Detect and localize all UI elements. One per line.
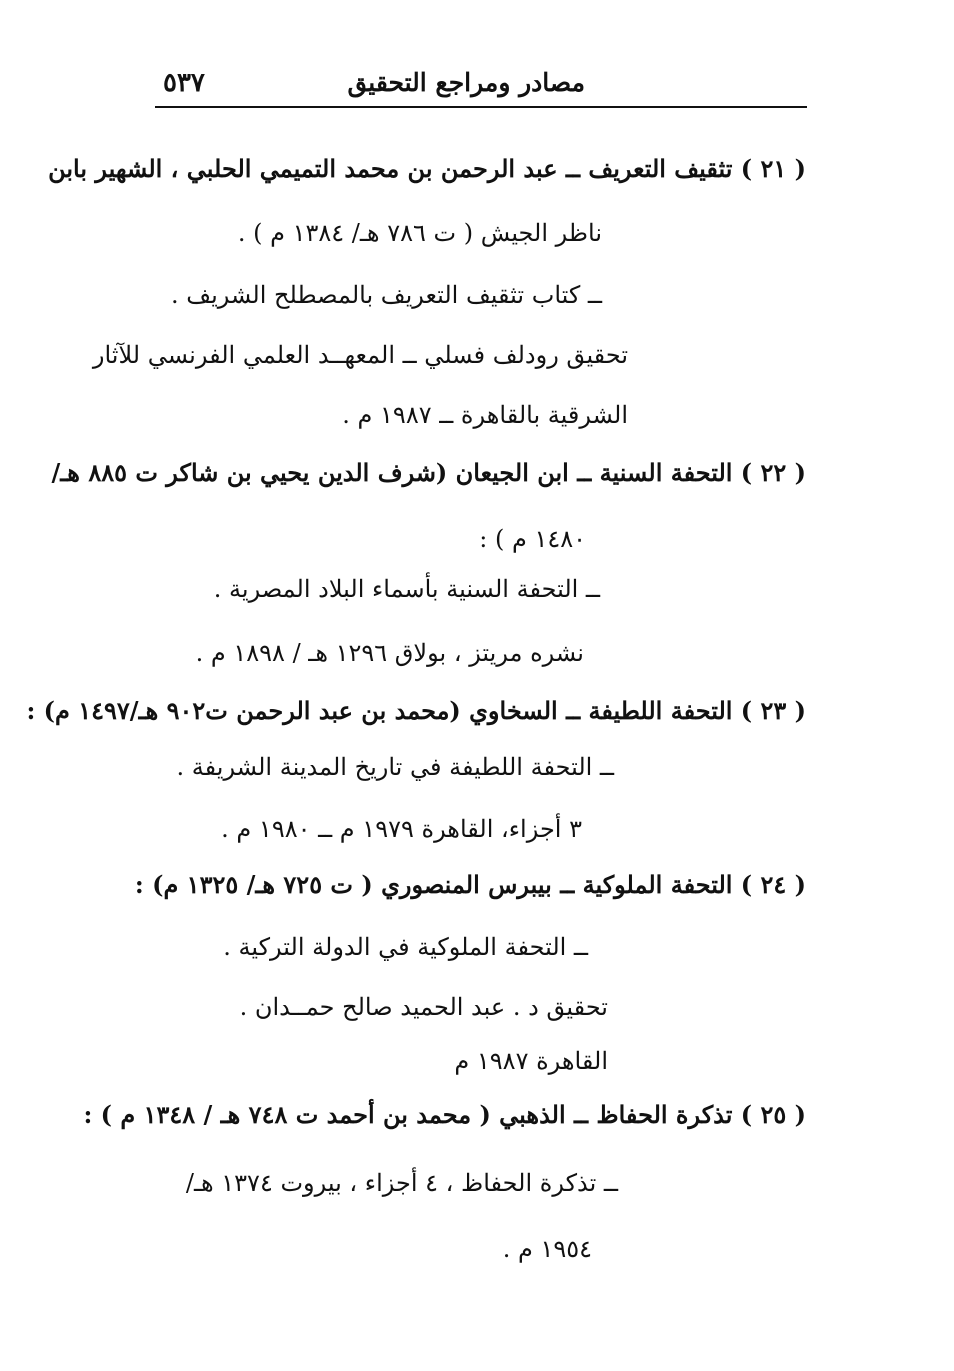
entry-22-line-2: ١٤٨٠ م ) : [479, 525, 586, 553]
entry-21-line-2: ناظر الجيش ( ت ٧٨٦ هـ/ ١٣٨٤ م ) . [237, 219, 602, 247]
page-number: ٥٣٧ [163, 68, 205, 98]
header-rule [155, 106, 807, 108]
entry-23-line-3: ٣ أجزاء، القاهرة ١٩٧٩ م ــ ١٩٨٠ م . [221, 815, 582, 843]
entry-21-line-4: تحقيق رودلف فسلي ــ المعهــد العلمي الفرنسي للآثار [92, 341, 628, 369]
entry-22-line-3: ــ التحفة السنية بأسماء البلاد المصرية . [213, 575, 600, 603]
entry-22-line-4: نشره مريتز ، بولاق ١٢٩٦ هـ / ١٨٩٨ م . [195, 639, 584, 667]
entry-22-heading: ( ٢٢ ) التحفة السنية ــ ابن الجيعان (شرف الدين يحيي بن شاكر ت ٨٨٥ هـ/ [51, 458, 806, 487]
entry-25-line-2: ــ تذكرة الحفاظ ، ٤ أجزاء ، بيروت ١٣٧٤ هـ/ [185, 1169, 618, 1197]
entry-25-line-3: ١٩٥٤ م . [502, 1235, 592, 1263]
entry-21-heading: ( ٢١ ) تثقيف التعريف ــ عبد الرحمن بن محمد التميمي الحلبي ، الشهير بابن [48, 154, 806, 183]
entry-23-heading: ( ٢٣ ) التحفة اللطيفة ــ السخاوي (محمد بن عبد الرحمن ت٩٠٢ هـ/١٤٩٧ م) : [26, 696, 806, 725]
entry-24-line-4: القاهرة ١٩٨٧ م [454, 1047, 608, 1075]
page-header [155, 62, 807, 102]
entry-24-line-3: تحقيق د . عبد الحميد صالح حمــدان . [239, 993, 608, 1021]
running-title: مصادر ومراجع التحقيق [347, 68, 585, 97]
entry-25-heading: ( ٢٥ ) تذكرة الحفاظ ــ الذهبي ( محمد بن أحمد ت ٧٤٨ هـ / ١٣٤٨ م ) : [83, 1100, 806, 1129]
entry-24-line-2: ــ التحفة الملوكية في الدولة التركية . [223, 933, 588, 961]
entry-21-line-3: ــ كتاب تثقيف التعريف بالمصطلح الشريف . [170, 281, 602, 309]
entry-21-line-5: الشرقية بالقاهرة ــ ١٩٨٧ م . [342, 401, 628, 429]
entry-24-heading: ( ٢٤ ) التحفة الملوكية ــ بيبرس المنصوري ( ت ٧٢٥ هـ/ ١٣٢٥ م) : [134, 870, 806, 899]
entry-23-line-2: ــ التحفة اللطيفة في تاريخ المدينة الشريفة . [176, 753, 614, 781]
